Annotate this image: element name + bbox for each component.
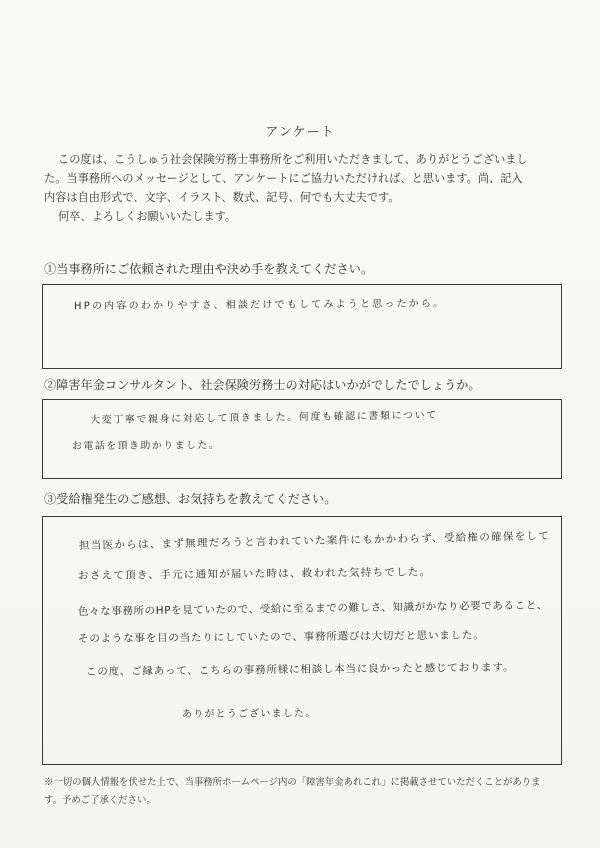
footnote-line: す。予めご了承ください。: [44, 795, 156, 806]
handwritten-answer-line: この度、ご縁あって、こちらの事務所様に相談し本当に良かったと感じております。: [85, 661, 515, 678]
footnote-line: ※一切の個人情報を伏せた上で、当事務所ホームページ内の「障害年金あれこれ」に掲載させていただくことがありま: [44, 777, 541, 788]
handwritten-answer-line: そのような事を目の当たりにしていたので、事務所選びは大切だと思いました。: [77, 629, 485, 645]
handwritten-answer-line: お電話を頂き助かりました。: [71, 440, 221, 452]
intro-line: 何卒、よろしくお願いいたします。: [58, 210, 237, 223]
question-3-label: ③受給権発生のご感想、お気持ちを教えてください。: [44, 492, 337, 506]
handwritten-answer-line: HPの内容のわかりやすさ、相談だけでもしてみようと思ったから。: [73, 298, 446, 312]
handwritten-answer-line: 色々な事務所のHPを見ていたので、受給に至るまでの難しさ、知識がかなり必要であること、: [77, 599, 548, 618]
page-title: アンケート: [265, 125, 335, 140]
privacy-footnote: [44, 774, 564, 810]
handwritten-answer-line: ありがとうございました。: [181, 708, 317, 720]
question-1-label: ①当事務所にご依頼された理由や決め手を教えてください。: [44, 262, 374, 276]
handwritten-answer-line: 大変丁寧で親身に対応して頂きました。何度も確認に書類について: [89, 410, 438, 426]
intro-line: この度は、こうしゅう社会保険労務士事務所をご利用いただきまして、ありがとうございまし: [58, 153, 528, 166]
intro-line: た。当事務所へのメッセージとして、アンケートにご協力いただければ、と思います。尚、記入: [44, 172, 523, 185]
intro-line: 内容は自由形式で、文字、イラスト、数式、記号、何でも大丈夫です。: [44, 191, 400, 204]
handwritten-answer-line: 担当医からは、まず無理だろうと言われていた案件にもかかわらず、受給権の確保をして: [78, 530, 551, 552]
intro-paragraph: [44, 150, 564, 226]
question-2-label: ②障害年金コンサルタント、社会保険労務士の対応はいかがでしたでしょうか。: [44, 378, 481, 392]
handwritten-answer-line: おさえて頂き、手元に通知が届いた時は、救われた気持ちでした。: [77, 566, 432, 582]
